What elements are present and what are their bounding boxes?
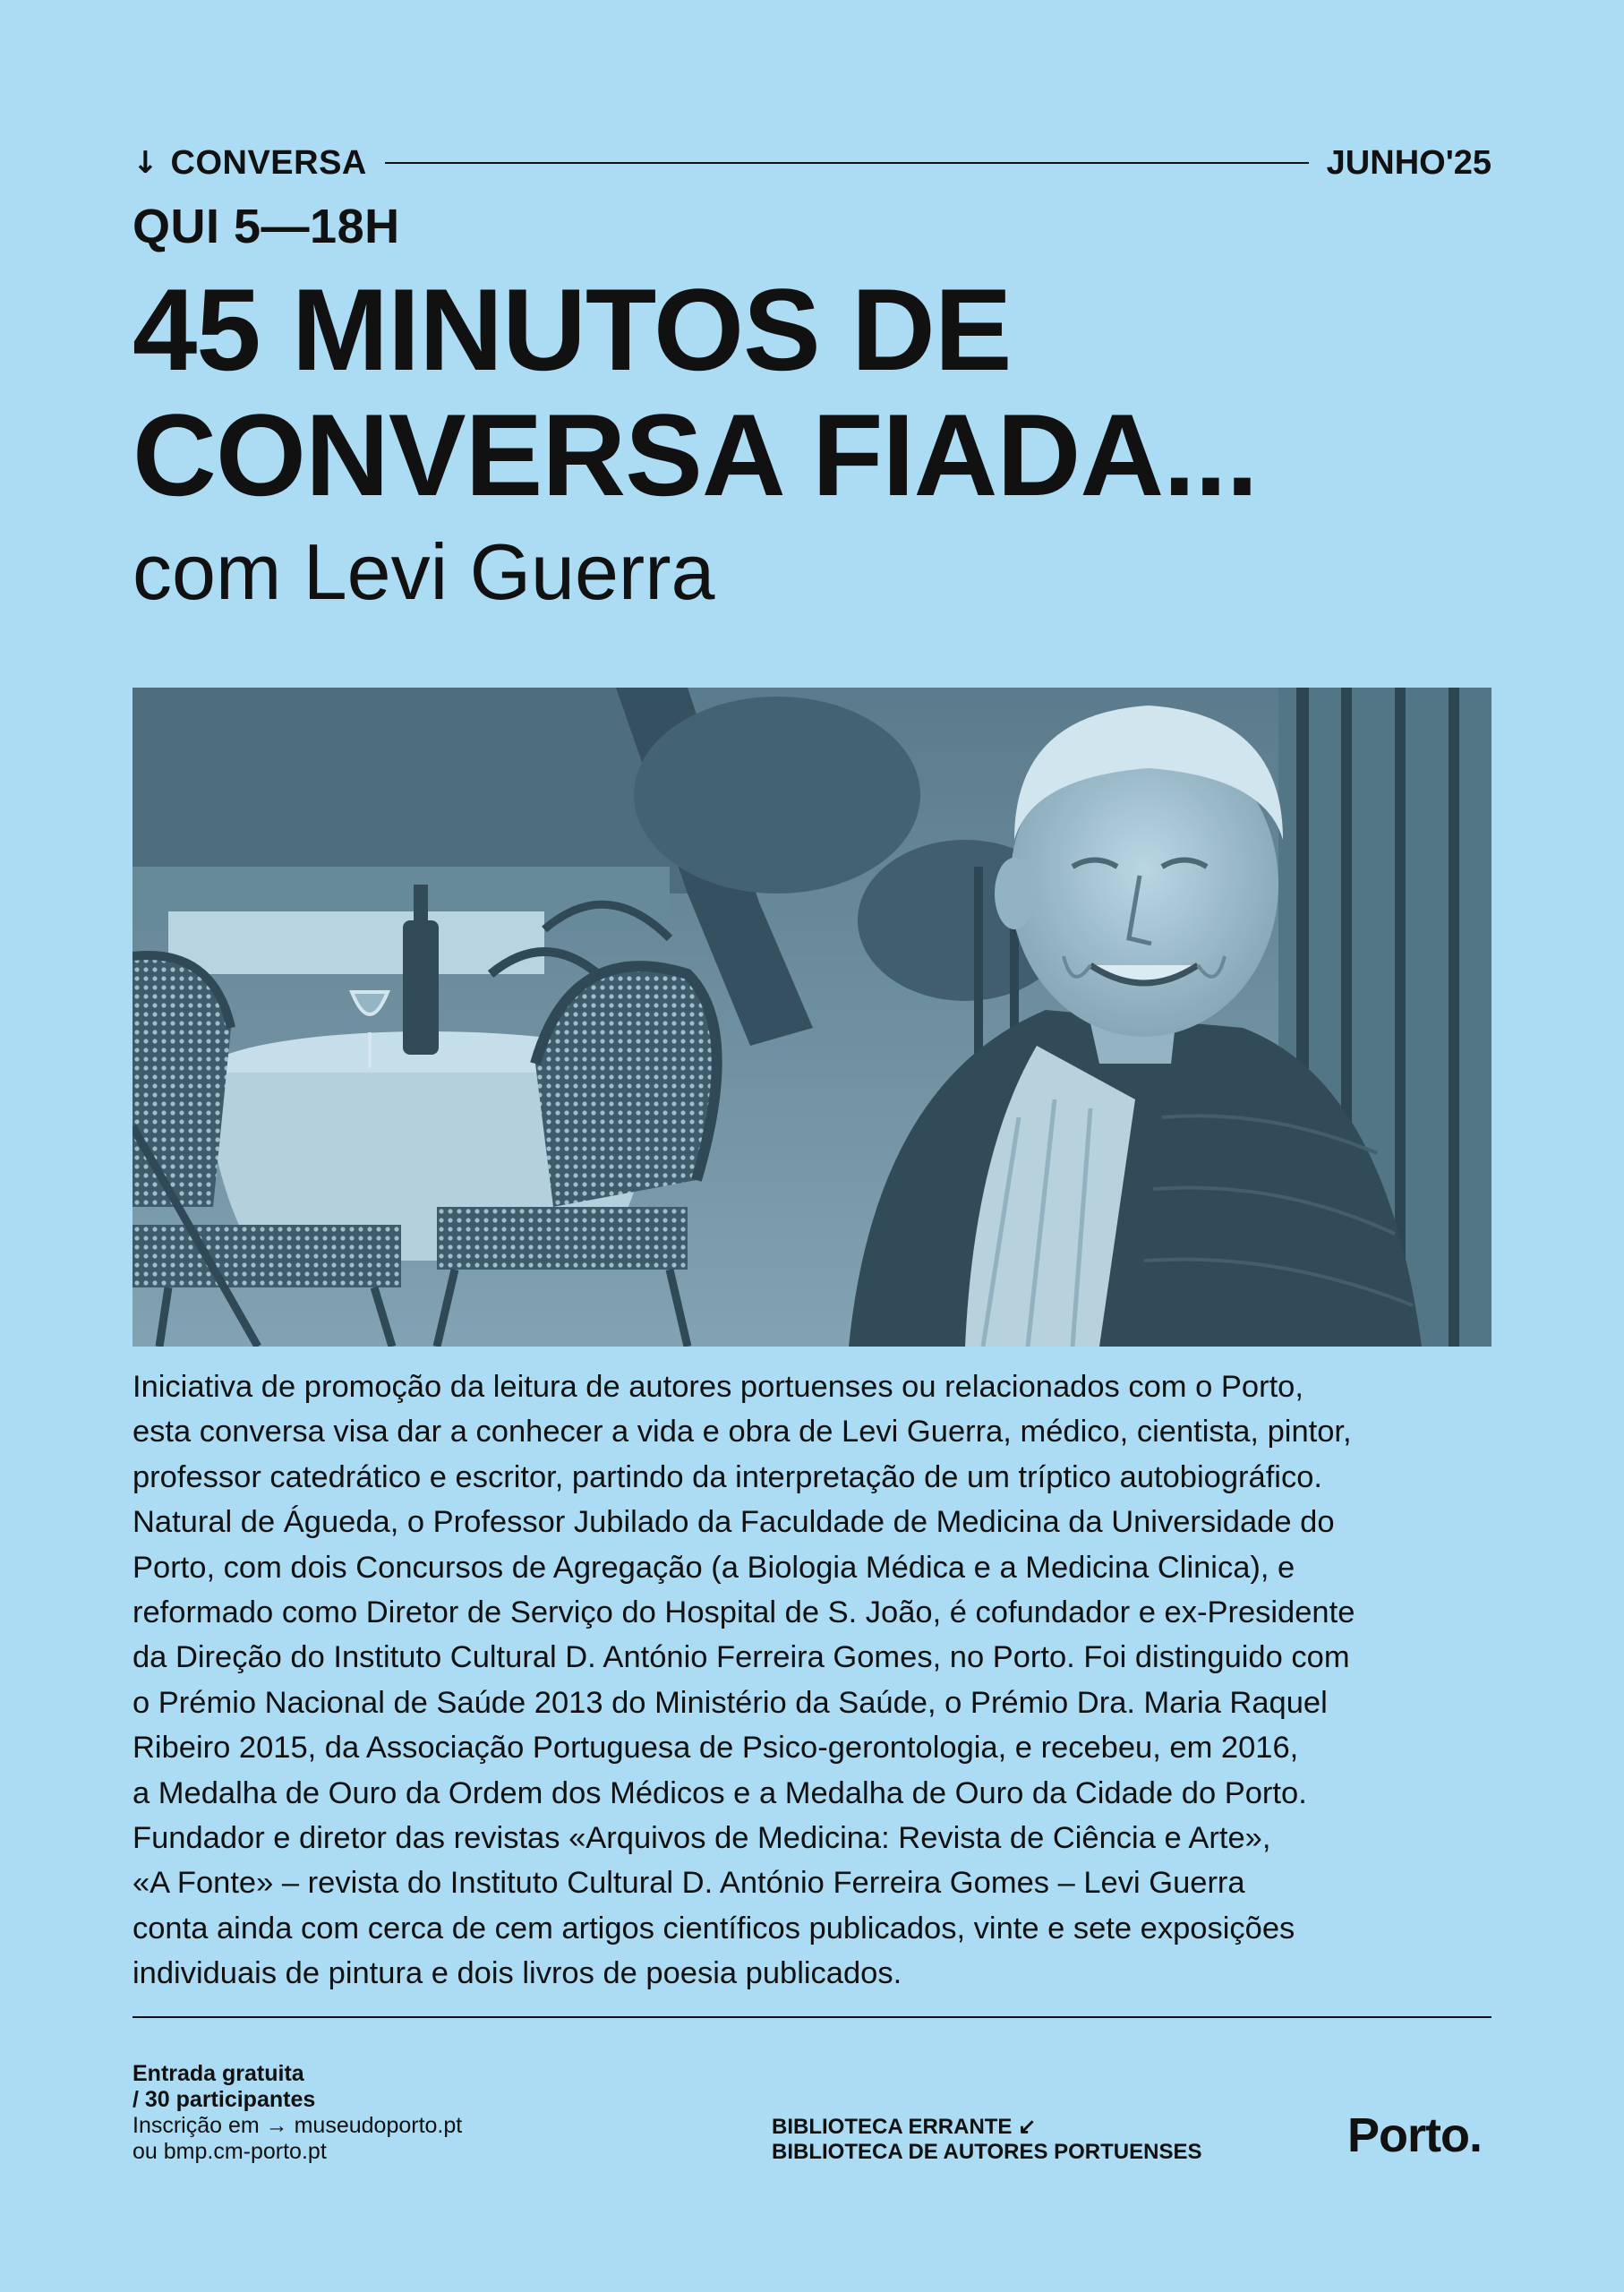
registration-alt-link[interactable]: ou bmp.cm-porto.pt xyxy=(132,2139,327,2164)
event-subtitle: com Levi Guerra xyxy=(132,527,715,616)
event-datetime: QUI 5—18H xyxy=(132,200,400,253)
month-label: JUNHO'25 xyxy=(1326,143,1492,182)
description-line: individuais de pintura e dois livros de poesia publicados. xyxy=(132,1956,902,1991)
title-line: CONVERSA FIADA... xyxy=(132,389,1258,520)
description-line: professor catedrático e escritor, partindo da interpretação de um tríptico autobiográfico. xyxy=(132,1459,1322,1494)
description-line: Fundador e diretor das revistas «Arquivos de Medicina: Revista de Ciência e Arte», xyxy=(132,1821,1271,1856)
description-line: reformado como Diretor de Serviço do Hospital de S. João, é cofundador e ex-Presidente xyxy=(132,1595,1355,1630)
organizer-line: BIBLIOTECA DE AUTORES PORTUENSES xyxy=(772,2140,1202,2164)
speaker-photo xyxy=(132,688,1492,1347)
organizer-line: BIBLIOTECA ERRANTE ↙ xyxy=(772,2115,1037,2139)
footer-divider xyxy=(132,2016,1492,2018)
entry-label: Entrada gratuita xyxy=(132,2061,304,2086)
description-line: o Prémio Nacional de Saúde 2013 do Ministério da Saúde, o Prémio Dra. Maria Raquel xyxy=(132,1685,1328,1720)
description-line: conta ainda com cerca de cem artigos científicos publicados, vinte e sete exposições xyxy=(132,1911,1295,1946)
description-line: Ribeiro 2015, da Associação Portuguesa de Psico-gerontologia, e recebeu, em 2016, xyxy=(132,1731,1299,1766)
description-line: Porto, com dois Concursos de Agregação (a Biologia Médica e a Medicina Clinica), e xyxy=(132,1550,1295,1585)
arrow-down-icon: ↓ xyxy=(132,145,158,181)
description-line: da Direção do Instituto Cultural D. António Ferreira Gomes, no Porto. Foi distinguido com xyxy=(132,1640,1350,1675)
registration-info xyxy=(132,2061,462,2165)
porto-logo: Porto. xyxy=(1347,2108,1482,2162)
description-line: a Medalha de Ouro da Ordem dos Médicos e a Medalha de Ouro da Cidade do Porto. xyxy=(132,1775,1307,1810)
category-label: CONVERSA xyxy=(170,143,367,182)
event-title xyxy=(132,264,1492,520)
description-line: esta conversa visa dar a conhecer a vida e obra de Levi Guerra, médico, cientista, pintor, xyxy=(132,1415,1352,1450)
description-line: «A Fonte» – revista do Instituto Cultural D. António Ferreira Gomes – Levi Guerra xyxy=(132,1866,1245,1901)
registration-link[interactable]: Inscrição em → museudoporto.pt xyxy=(132,2113,463,2138)
poster xyxy=(132,0,1492,2292)
title-line: 45 MINUTOS DE xyxy=(132,264,1012,395)
description-line: Iniciativa de promoção da leitura de autores portuenses ou relacionados com o Porto, xyxy=(132,1370,1303,1404)
description-line: Natural de Águeda, o Professor Jubilado da Faculdade de Medicina da Universidade do xyxy=(132,1505,1335,1540)
header-divider xyxy=(385,162,1309,164)
header-bar xyxy=(132,141,1492,184)
participants-label: / 30 participantes xyxy=(132,2087,316,2112)
event-description xyxy=(132,1364,1502,1997)
organizer-info xyxy=(772,2115,1202,2165)
